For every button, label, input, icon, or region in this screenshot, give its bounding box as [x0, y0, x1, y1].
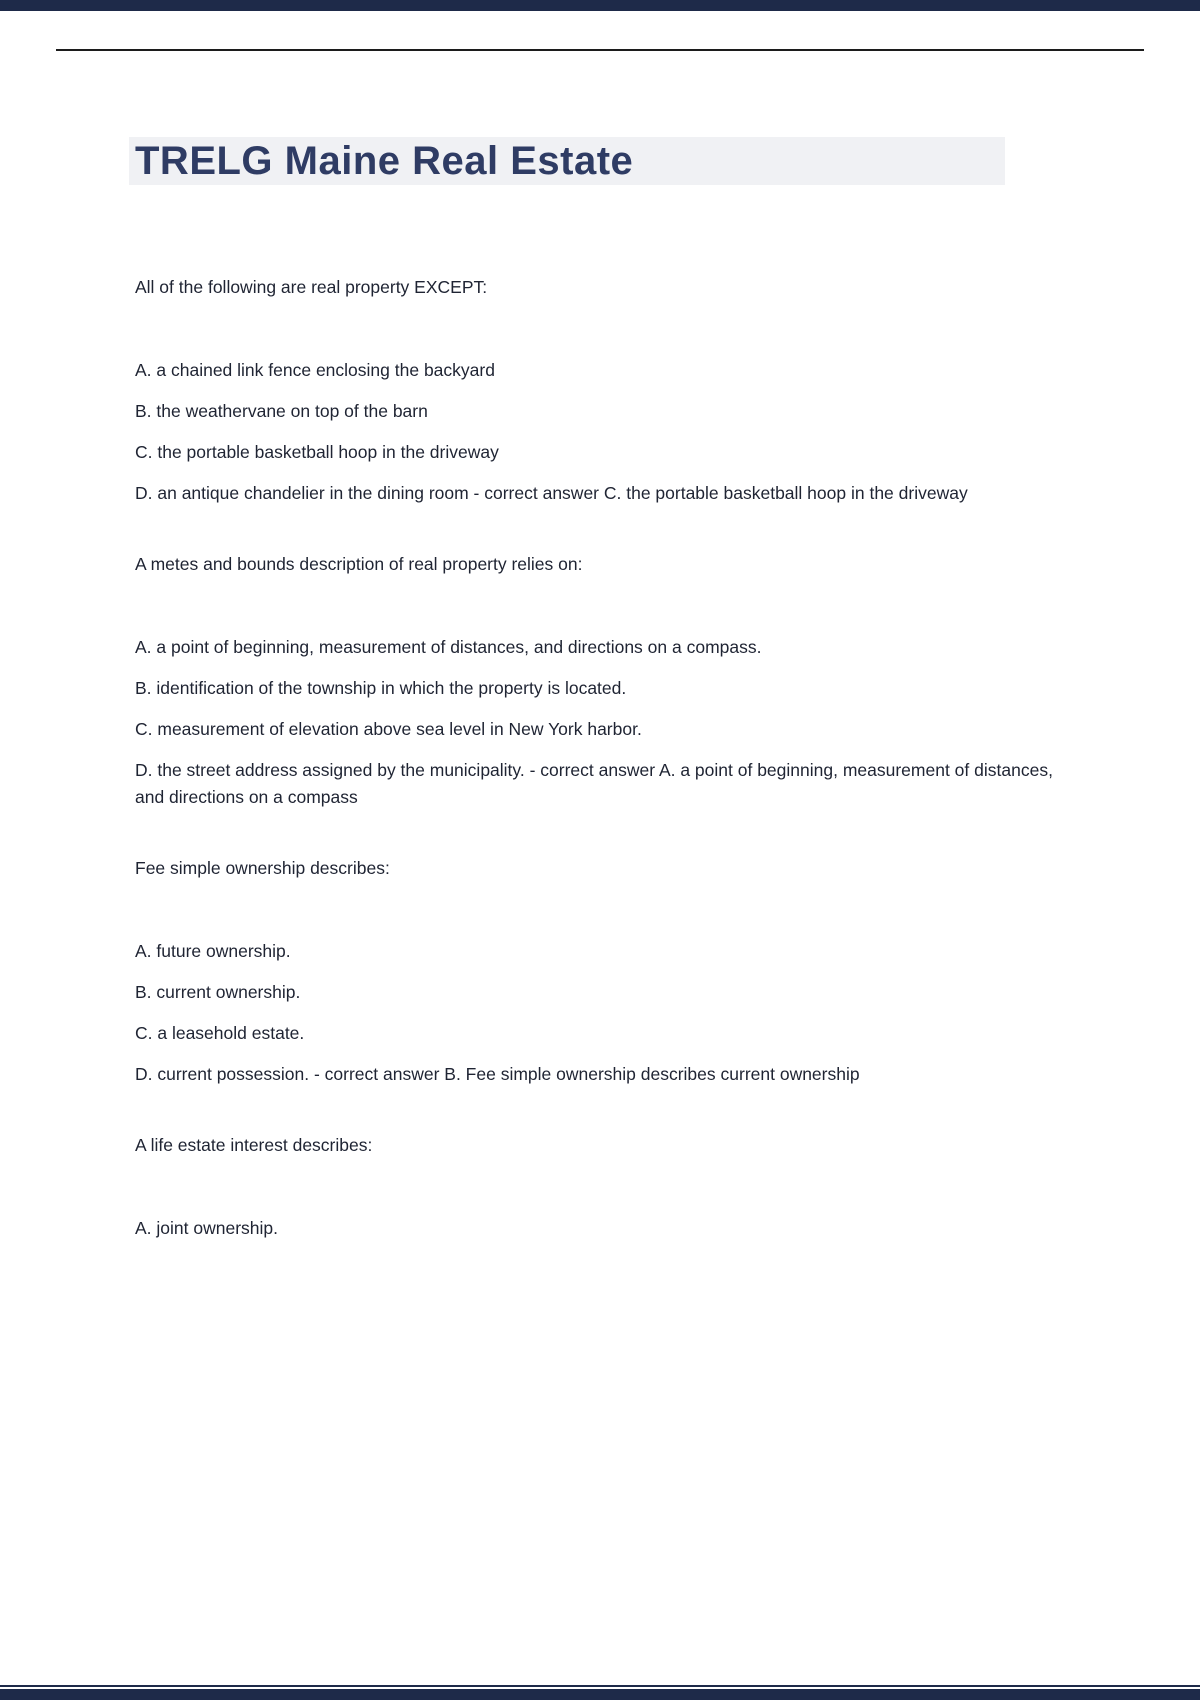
header-rule: [56, 49, 1144, 51]
document-title: TRELG Maine Real Estate: [129, 137, 1005, 185]
answer-option: A. future ownership.: [135, 941, 291, 961]
answer-option: B. identification of the township in which the property is located.: [135, 678, 627, 698]
question-block: [135, 855, 1065, 1088]
question-prompt: Fee simple ownership describes:: [135, 858, 390, 878]
answer-option: D. the street address assigned by the municipality. - correct answer A. a point of beginning, measurement of distances, and directions on a compass: [135, 760, 1053, 807]
answer-option: C. measurement of elevation above sea level in New York harbor.: [135, 719, 642, 739]
answer-option: A. a chained link fence enclosing the backyard: [135, 360, 495, 380]
footer-rule: [0, 1685, 1200, 1687]
answer-option: A. joint ownership.: [135, 1218, 278, 1238]
answer-option: C. a leasehold estate.: [135, 1023, 305, 1043]
answer-option: B. the weathervane on top of the barn: [135, 401, 428, 421]
bottom-border-bar: [0, 1689, 1200, 1700]
answer-option: C. the portable basketball hoop in the driveway: [135, 442, 499, 462]
answer-option: D. an antique chandelier in the dining room - correct answer C. the portable basketball hoop in the driveway: [135, 483, 968, 503]
question-block: [135, 551, 1065, 811]
question-block: [135, 274, 1065, 507]
answer-option: D. current possession. - correct answer B. Fee simple ownership describes current ownership: [135, 1064, 860, 1084]
top-border-bar: [0, 0, 1200, 11]
question-block: [135, 1132, 1065, 1242]
question-prompt: A metes and bounds description of real property relies on:: [135, 554, 583, 574]
document-body: [0, 137, 1200, 1242]
question-prompt: All of the following are real property EXCEPT:: [135, 277, 488, 297]
answer-option: B. current ownership.: [135, 982, 301, 1002]
question-prompt: A life estate interest describes:: [135, 1135, 373, 1155]
answer-option: A. a point of beginning, measurement of distances, and directions on a compass.: [135, 637, 762, 657]
